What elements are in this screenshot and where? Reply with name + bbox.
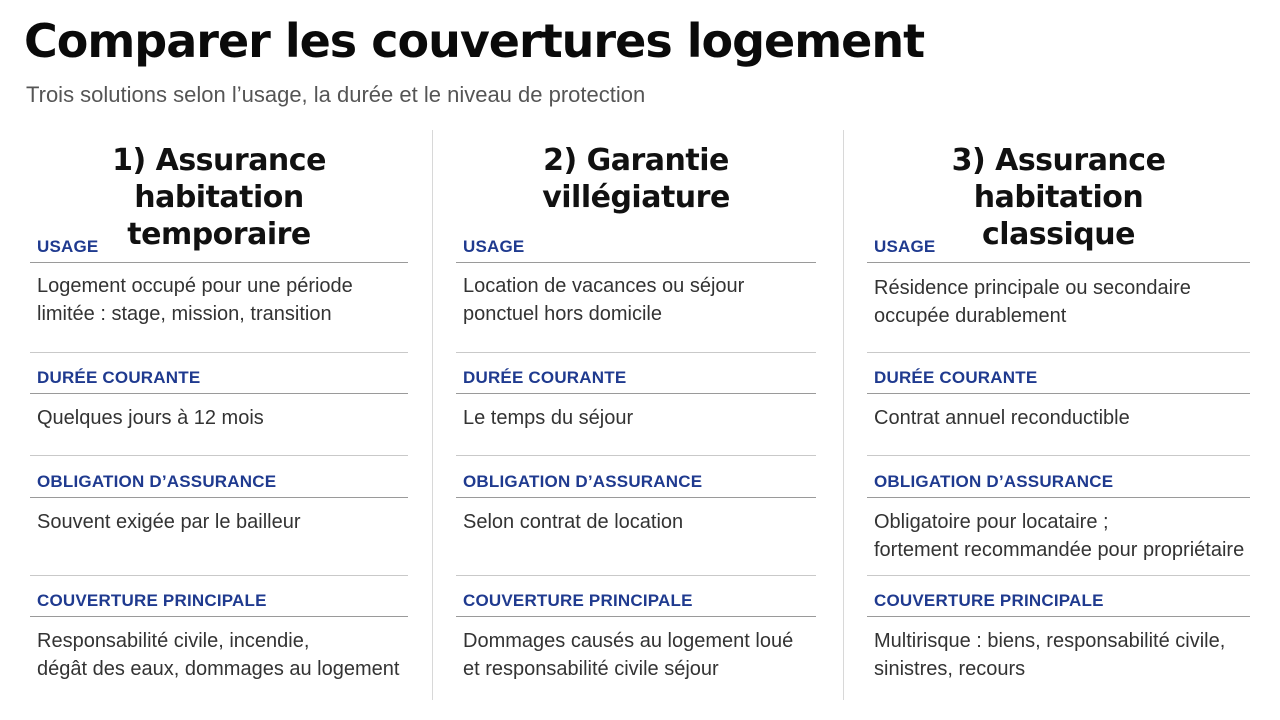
section-rule xyxy=(456,616,816,617)
section-rule xyxy=(867,616,1250,617)
section-separator xyxy=(30,455,408,456)
section-separator xyxy=(867,455,1250,456)
section-text-duration: Contrat annuel reconductible xyxy=(874,407,1130,429)
section-text-duration: Le temps du séjour xyxy=(463,407,634,429)
section-label-duration: DURÉE COURANTE xyxy=(874,368,1038,387)
section-label-obligation: OBLIGATION D’ASSURANCE xyxy=(874,472,1114,491)
section-text-obligation: Souvent exigée par le bailleur xyxy=(37,511,301,533)
section-label-usage: USAGE xyxy=(463,237,525,256)
section-separator xyxy=(456,575,816,576)
section-rule xyxy=(30,393,408,394)
section-rule xyxy=(867,393,1250,394)
section-text-duration: Quelques jours à 12 mois xyxy=(37,407,264,429)
column-title: 3) Assurance habitation classique xyxy=(951,143,1166,252)
section-text-obligation: Obligatoire pour locataire ; fortement recommandée pour propriétaire xyxy=(874,511,1245,561)
column-divider xyxy=(843,130,844,700)
column-title: 1) Assurance habitation temporaire xyxy=(112,143,326,252)
column-divider xyxy=(432,130,433,700)
page-subtitle: Trois solutions selon l’usage, la durée et le niveau de protection xyxy=(26,82,646,107)
section-separator xyxy=(30,575,408,576)
section-label-obligation: OBLIGATION D’ASSURANCE xyxy=(463,472,703,491)
section-label-duration: DURÉE COURANTE xyxy=(463,368,627,387)
section-label-coverage: COUVERTURE PRINCIPALE xyxy=(463,591,693,610)
section-rule xyxy=(30,497,408,498)
section-separator xyxy=(456,455,816,456)
section-text-coverage: Multirisque : biens, responsabilité civile, sinistres, recours xyxy=(874,630,1226,680)
section-label-usage: USAGE xyxy=(874,237,936,256)
page-title: Comparer les couvertures logement xyxy=(24,14,925,68)
section-label-coverage: COUVERTURE PRINCIPALE xyxy=(874,591,1104,610)
section-rule xyxy=(867,262,1250,263)
column-temporary-insurance xyxy=(30,142,408,702)
section-text-coverage: Responsabilité civile, incendie, dégât des eaux, dommages au logement xyxy=(37,630,400,680)
column-title: 2) Garantie villégiature xyxy=(542,143,730,215)
section-text-coverage: Dommages causés au logement loué et responsabilité civile séjour xyxy=(463,630,794,680)
column-classic-insurance xyxy=(867,142,1250,702)
section-rule xyxy=(456,497,816,498)
section-separator xyxy=(456,352,816,353)
section-text-usage: Résidence principale ou secondaire occupée durablement xyxy=(874,277,1191,327)
section-rule xyxy=(456,262,816,263)
section-separator xyxy=(867,352,1250,353)
section-text-obligation: Selon contrat de location xyxy=(463,511,684,533)
section-rule xyxy=(30,616,408,617)
section-label-obligation: OBLIGATION D’ASSURANCE xyxy=(37,472,277,491)
section-label-coverage: COUVERTURE PRINCIPALE xyxy=(37,591,267,610)
section-rule xyxy=(867,497,1250,498)
section-separator xyxy=(30,352,408,353)
section-label-duration: DURÉE COURANTE xyxy=(37,368,201,387)
section-label-usage: USAGE xyxy=(37,237,99,256)
section-separator xyxy=(867,575,1250,576)
section-text-usage: Logement occupé pour une période limitée : stage, mission, transition xyxy=(37,275,353,325)
section-text-usage: Location de vacances ou séjour ponctuel hors domicile xyxy=(463,275,745,325)
section-rule xyxy=(30,262,408,263)
section-rule xyxy=(456,393,816,394)
column-holiday-guarantee xyxy=(456,142,816,702)
